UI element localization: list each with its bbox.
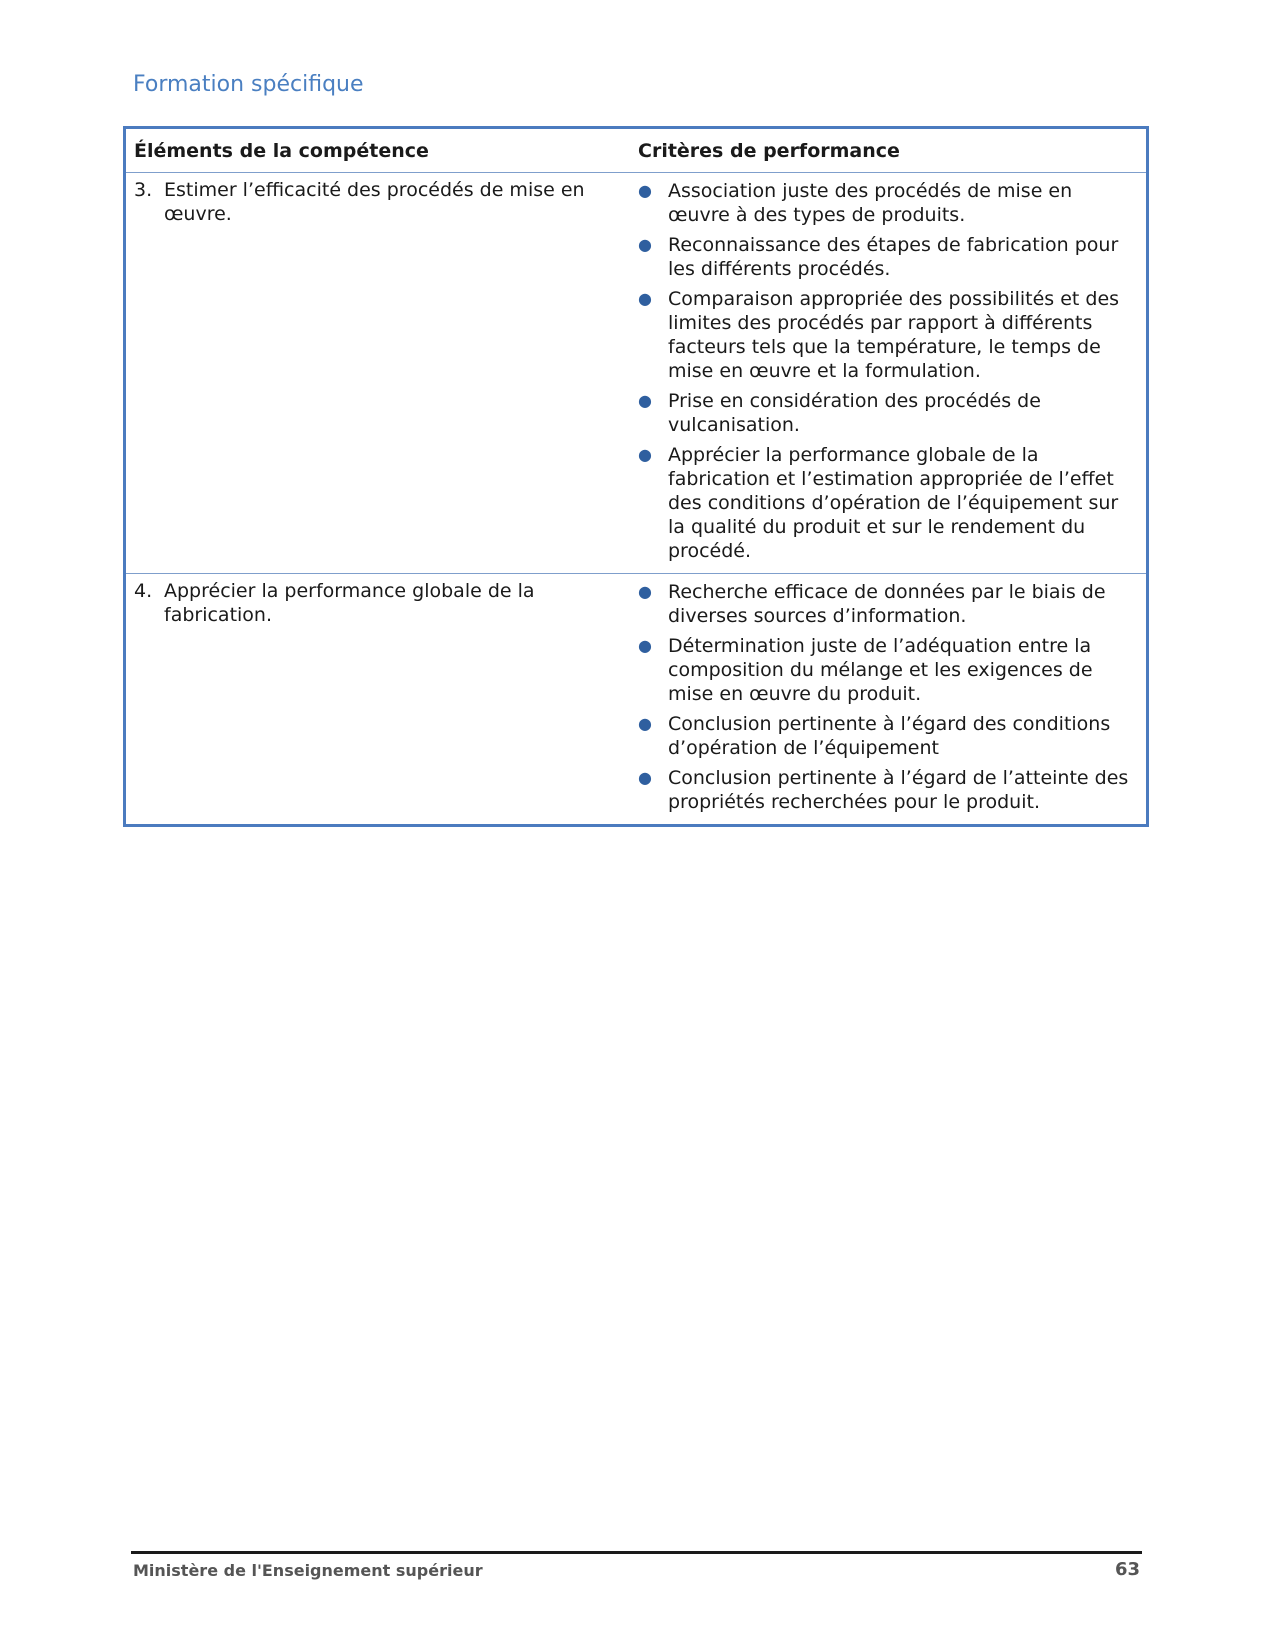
table-header-row xyxy=(126,129,1146,172)
bullet-icon: ● xyxy=(638,714,652,733)
header-criteria: Critères de performance xyxy=(638,140,900,162)
bullet-icon: ● xyxy=(638,181,652,200)
competence-table xyxy=(123,126,1149,827)
bullet-icon: ● xyxy=(638,768,652,787)
page-number: 63 xyxy=(1114,1559,1140,1580)
criteria-list xyxy=(638,173,1138,573)
criterion-text: Détermination juste de l’adéquation entre la composition du mélange et les exigences de mise en œuvre du produit. xyxy=(668,635,1093,705)
list-item xyxy=(638,179,1138,227)
bullet-icon: ● xyxy=(638,235,652,254)
list-item xyxy=(638,233,1138,281)
bullet-icon: ● xyxy=(638,289,652,308)
header-elements: Éléments de la compétence xyxy=(134,140,429,162)
list-item xyxy=(638,634,1138,706)
element-number: 4. xyxy=(134,580,153,602)
criterion-text: Conclusion pertinente à l’égard des conditions d’opération de l’équipement xyxy=(668,713,1111,759)
list-item xyxy=(638,287,1138,383)
footer-ministry: Ministère de l'Enseignement supérieur xyxy=(133,1561,483,1580)
element-text: Apprécier la performance globale de la fabrication. xyxy=(164,580,535,626)
bullet-icon: ● xyxy=(638,636,652,655)
bullet-icon: ● xyxy=(638,391,652,410)
list-item xyxy=(638,766,1138,814)
criterion-text: Apprécier la performance globale de la fabrication et l’estimation appropriée de l’effet des conditions d’opération de l’équipement sur la qualité du produit et sur le rendement du procédé. xyxy=(668,444,1119,562)
criterion-text: Comparaison appropriée des possibilités et des limites des procédés par rapport à différents facteurs tels que la température, le temps de mise en œuvre et la formulation. xyxy=(668,288,1120,382)
table-row xyxy=(126,573,1146,824)
criterion-text: Recherche efficace de données par le biais de diverses sources d’information. xyxy=(668,581,1106,627)
criteria-cell xyxy=(638,173,1146,573)
list-item xyxy=(638,712,1138,760)
element-cell xyxy=(126,173,638,573)
bullet-icon: ● xyxy=(638,445,652,464)
element-number: 3. xyxy=(134,179,153,201)
criterion-text: Conclusion pertinente à l’égard de l’atteinte des propriétés recherchées pour le produit. xyxy=(668,767,1129,813)
list-item xyxy=(638,580,1138,628)
criteria-cell xyxy=(638,574,1146,824)
list-item xyxy=(638,443,1138,563)
criterion-text: Reconnaissance des étapes de fabrication pour les différents procédés. xyxy=(668,234,1119,280)
element-text: Estimer l’efficacité des procédés de mise en œuvre. xyxy=(164,179,585,225)
bullet-icon: ● xyxy=(638,582,652,601)
table-row xyxy=(126,172,1146,573)
criteria-list xyxy=(638,574,1138,824)
criterion-text: Prise en considération des procédés de vulcanisation. xyxy=(668,390,1041,436)
list-item xyxy=(638,389,1138,437)
section-title: Formation spécifique xyxy=(133,72,364,97)
footer-divider xyxy=(131,1551,1142,1554)
criterion-text: Association juste des procédés de mise en œuvre à des types de produits. xyxy=(668,180,1073,226)
element-cell xyxy=(126,574,638,824)
